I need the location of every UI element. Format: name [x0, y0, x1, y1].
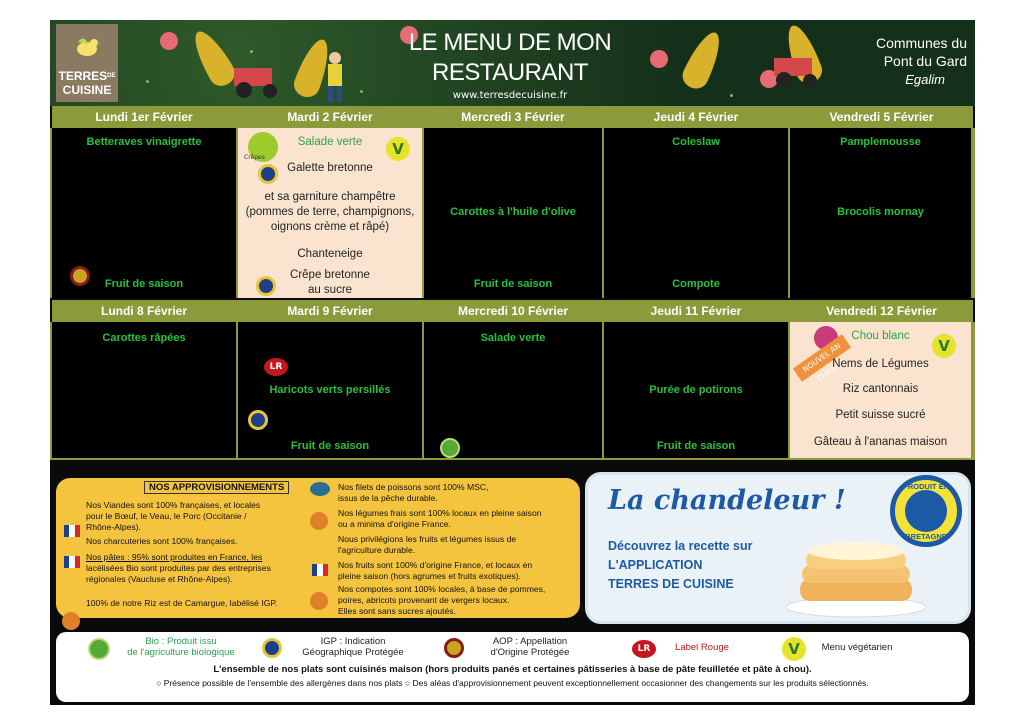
berry-decoration [650, 50, 668, 68]
leaf-decoration [679, 27, 728, 92]
berry-decoration [160, 32, 178, 50]
sourcing-line: ou a minima d'origine France. [338, 519, 451, 529]
vegetarian-icon: V [386, 137, 410, 161]
sourcing-line: poires, abricots provenant de vergers locaux. [338, 595, 510, 605]
menu-item: Fruit de saison [656, 440, 736, 452]
menu-sheet [50, 20, 975, 705]
day-header: Mercredi 3 Février [461, 110, 565, 124]
chandeleur-promo [585, 472, 971, 624]
legend-aop [470, 636, 590, 658]
legend-line: IGP : Indication [320, 636, 386, 647]
day-header: Mardi 2 Février [287, 110, 373, 124]
menu-item: Fruit de saison [290, 440, 370, 452]
sourcing-line: pour le Bœuf, le Veau, le Porc (Occitanie / [86, 511, 247, 521]
menu-item: Haricots verts persillés [269, 384, 391, 396]
menu-item: (pommes de terre, champignons, [245, 206, 415, 218]
brand-line1: TERRES [58, 69, 108, 83]
promo-line: Découvrez la recette sur [608, 539, 753, 553]
badge-top: PRODUIT EN [902, 482, 950, 491]
menu-item: Fruit de saison [473, 278, 553, 290]
bird-icon [72, 32, 102, 62]
chinese-new-year-ribbon: NOUVEL AN CHINOIS [793, 334, 851, 382]
sourcing-line: Nous privilégions les fruits et légumes issus de [338, 534, 517, 544]
day-header: Lundi 1er Février [95, 110, 193, 124]
menu-item: Riz cantonnais [842, 383, 919, 395]
day-header: Vendredi 12 Février [826, 304, 937, 318]
vegetarian-icon: V [782, 637, 806, 661]
legend-line: Géographique Protégée [302, 647, 404, 658]
legend-line: Bio : Produit issu [145, 636, 217, 647]
aop-icon [444, 638, 464, 658]
grid-divider [971, 128, 975, 298]
promo-text [608, 537, 753, 594]
communes-line1: Communes du [875, 35, 967, 51]
menu-cell-mon-1 [52, 128, 236, 298]
legend-panel [56, 632, 969, 702]
menu-item: Petit suisse sucré [835, 409, 926, 421]
gardener-illustration [310, 50, 360, 104]
local-icon [310, 512, 328, 530]
sourcing-line: pleine saison (hors agrumes et fruits exotiques). [338, 571, 521, 581]
produit-en-bretagne-badge [890, 475, 962, 547]
sourcing-line: Nos charcuteries sont 100% françaises. [86, 536, 238, 546]
badge-bottom: BRETAGNE [905, 532, 947, 541]
menu-item: Salade verte [297, 136, 363, 148]
day-header: Vendredi 5 Février [829, 110, 934, 124]
vegetarian-icon: V [932, 334, 956, 358]
menu-item: Betteraves vinaigrette [86, 136, 202, 148]
french-flag-icon [64, 525, 80, 537]
menu-cell-mon-2 [52, 322, 236, 458]
allergen-text: Présence possible de l'ensemble des allergènes dans nos plats [163, 678, 403, 688]
menu-cell-wed-1 [424, 128, 602, 298]
menu-cell-fri-2 [790, 322, 971, 458]
bullet-icon: ○ [405, 678, 413, 688]
sourcing-line: issus de la pêche durable. [338, 493, 438, 503]
menu-item: Chou blanc [851, 330, 910, 342]
menu-item: Salade verte [480, 332, 546, 344]
day-header: Lundi 8 Février [100, 304, 188, 318]
sourcing-line: Elles sont sans sucres ajoutés. [338, 606, 456, 616]
supply-text: Des aléas d'approvisionnement peuvent exceptionnellement occasionner des changements sur les produits sélectionnés. [412, 678, 869, 688]
fish-icon [310, 482, 330, 496]
menu-item: Gâteau à l'ananas maison [813, 436, 948, 448]
tractor-illustration [230, 60, 300, 100]
legend-line: de l'agriculture biologique [127, 647, 235, 658]
menu-item: Carottes à l'huile d'olive [450, 206, 576, 218]
label-rouge-icon: LR [264, 358, 288, 376]
menu-item: Galette bretonne [287, 162, 373, 174]
sourcing-panel [56, 478, 580, 618]
brand-line2: CUISINE [62, 83, 112, 97]
week1-day-bar [52, 106, 973, 128]
sourcing-title: NOS APPROVISIONNEMENTS [144, 481, 289, 494]
legend-label-rouge: Label Rouge [675, 642, 729, 653]
week2-day-bar [52, 300, 973, 322]
communes-line2: Pont du Gard [883, 53, 967, 69]
dot-decoration [146, 80, 149, 83]
communes-label [837, 34, 967, 70]
brand-sup: DE [107, 73, 116, 79]
promo-line: L'APPLICATION [608, 558, 703, 572]
menu-item: Crêpe bretonne [290, 269, 370, 281]
sourcing-line: l'agriculture durable. [338, 545, 416, 555]
title-line1: LE MENU DE MON [408, 29, 612, 56]
menu-item: Compote [672, 278, 720, 290]
day-header: Mardi 9 Février [287, 304, 373, 318]
bio-icon [440, 438, 460, 458]
grid-divider [50, 458, 975, 460]
legend-line: d'Origine Protégée [490, 647, 570, 658]
sourcing-line: Rhône-Alpes). [86, 522, 141, 532]
homemade-note: L'ensemble de nos plats sont cuisinés maison (hors produits panés et certaines pâtisseries à base de pâte feuilletée et pâte à chou). [213, 664, 812, 675]
dot-decoration [730, 94, 733, 97]
menu-item: Chanteneige [297, 248, 363, 260]
lighthouse-icon [905, 490, 947, 532]
local-icon [62, 612, 80, 630]
menu-item: Nems de Légumes [832, 358, 929, 370]
pancake-stack-illustration [778, 529, 928, 619]
brand-logo [56, 24, 118, 102]
bullet-icon: ○ [156, 678, 164, 688]
menu-cell-thu-2 [604, 322, 788, 458]
sourcing-line: Nos pâtes : 95% sont produites en France, les [86, 552, 263, 562]
menu-item: oignons crème et râpé) [270, 221, 390, 233]
menu-item: Fruit de saison [104, 278, 184, 290]
day-header: Jeudi 11 Février [650, 304, 742, 318]
legend-bio [116, 636, 246, 658]
crepe-badge: Crêpes [244, 154, 265, 161]
promo-title: La chandeleur ! [608, 485, 846, 516]
sourcing-line: régionales (Vaucluse et Rhône-Alpes). [86, 574, 233, 584]
menu-item: Pamplemousse [840, 136, 921, 148]
dot-decoration [360, 90, 363, 93]
day-header: Mercredi 10 Février [457, 304, 569, 318]
menu-cell-thu-1 [604, 128, 788, 298]
legend-vegetarian: Menu végétarien [821, 642, 893, 653]
sourcing-line: lacélisées Bio sont produites par des entreprises [86, 563, 271, 573]
sourcing-line: Nos légumes frais sont 100% locaux en pleine saison [338, 508, 542, 518]
bio-icon [88, 638, 110, 660]
title-line2: RESTAURANT [432, 59, 588, 86]
menu-item: Brocolis mornay [837, 206, 924, 218]
egalim-label: Egalim [905, 72, 945, 87]
menu-item: Coleslaw [672, 136, 720, 148]
menu-item: et sa garniture champêtre [264, 191, 396, 203]
menu-item: Carottes râpées [102, 332, 186, 344]
french-flag-icon [312, 564, 328, 576]
day-header: Jeudi 4 Février [653, 110, 739, 124]
website-link[interactable]: www.terresdecuisine.fr [452, 90, 568, 101]
igp-icon [248, 410, 268, 430]
grid-divider [971, 322, 975, 458]
menu-cell-tue-1 [238, 128, 422, 298]
allergen-note [56, 678, 969, 688]
legend-igp [288, 636, 418, 658]
french-flag-icon [64, 556, 80, 568]
sourcing-line: Nos fruits sont 100% d'origine France, et locaux en [338, 560, 533, 570]
legend-line: AOP : Appellation [492, 636, 568, 647]
sourcing-line: 100% de notre Riz est de Camargue, labélisé IGP. [86, 598, 278, 608]
sourcing-line: Nos compotes sont 100% locales, à base de pommes, [338, 584, 546, 594]
dot-decoration [250, 50, 253, 53]
igp-icon [262, 638, 282, 658]
menu-cell-wed-2 [424, 322, 602, 458]
label-rouge-icon: LR [632, 640, 656, 658]
sourcing-line: Nos Viandes sont 100% françaises, et locales [86, 500, 261, 510]
local-icon [310, 592, 328, 610]
sourcing-line: Nos filets de poissons sont 100% MSC, [338, 482, 489, 492]
menu-item: Purée de potirons [649, 384, 743, 396]
menu-item: au sucre [307, 284, 353, 296]
header-banner [50, 20, 975, 106]
menu-cell-tue-2 [238, 322, 422, 458]
promo-line: TERRES DE CUISINE [608, 577, 734, 591]
menu-cell-fri-1 [790, 128, 971, 298]
page-title [390, 28, 630, 88]
tractor-illustration [770, 50, 840, 90]
